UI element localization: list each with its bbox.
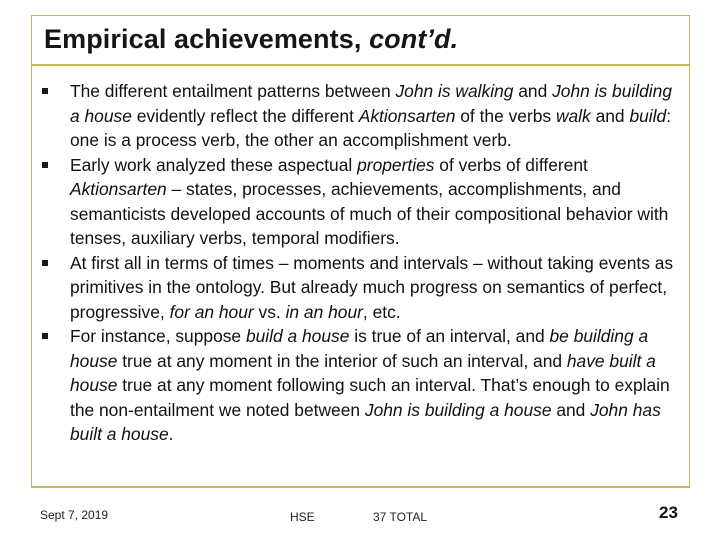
bullet-item (40, 324, 685, 447)
italic-term: be building a house (70, 326, 649, 371)
text-run: Early work analyzed these aspectual (70, 154, 358, 175)
italic-term: walk (555, 105, 591, 126)
bullet-item (40, 79, 685, 153)
italic-term: for an hour (169, 301, 254, 322)
square-bullet-icon (42, 260, 48, 266)
italic-term: John is building a house (364, 399, 552, 420)
italic-term: build a house (245, 326, 350, 346)
italic-term: in an hour (285, 301, 363, 322)
text-run: is true of an interval, and (349, 326, 550, 346)
italic-term: properties (357, 154, 435, 175)
text-run: and (551, 399, 591, 420)
bullet-item (40, 251, 685, 325)
square-bullet-icon (42, 88, 48, 94)
text-run: The different entailment patterns between (70, 81, 396, 101)
italic-term: John has built a house (70, 399, 661, 444)
text-run: At first all in terms of times – moments and intervals – without taking events as primitives in the ontology. But already much progress on semantics of perfect, progressive, (70, 252, 674, 322)
page-number: 23 (659, 503, 678, 522)
italic-term: build (629, 105, 667, 126)
title-divider (31, 64, 690, 66)
bullet-text (70, 155, 668, 249)
square-bullet-icon (42, 333, 48, 339)
bullet-text (70, 81, 672, 150)
text-run: . (168, 424, 174, 444)
text-run: true at any moment following such an interval. That’s enough to explain the non-entailment we noted between (70, 375, 670, 420)
slide-title-main: Empirical achievements, (44, 24, 370, 54)
italic-term: John is building a house (70, 81, 672, 126)
footer-divider (31, 486, 690, 488)
italic-term: Aktionsarten (70, 179, 167, 199)
italic-term: John is walking (395, 81, 514, 101)
footer-total-label: 37 TOTAL (373, 510, 428, 524)
text-run: For instance, suppose (70, 326, 246, 346)
bullet-item (40, 153, 685, 251)
text-run: , etc. (362, 301, 401, 322)
text-run: of the verbs (455, 105, 556, 126)
text-run: of verbs of different (434, 154, 588, 175)
text-run: and (513, 81, 553, 101)
footer-center-label: HSE (290, 510, 315, 524)
footer-date: Sept 7, 2019 (40, 508, 109, 522)
text-run: evidently reflect the different (131, 105, 359, 126)
bullet-text (70, 253, 673, 322)
square-bullet-icon (42, 162, 48, 168)
slide-title (44, 24, 458, 55)
text-run: and (590, 105, 630, 126)
text-run: – states, processes, achievements, accomplishments, and semanticists developed accounts of much of their compositional behavior with tenses, auxiliary verbs, temporal modifiers. (70, 179, 669, 248)
text-run: : one is a process verb, the other an accomplishment verb. (70, 105, 672, 150)
italic-term: Aktionsarten (358, 105, 456, 126)
italic-term: have built a house (70, 350, 656, 395)
text-run: vs. (253, 301, 286, 322)
bullet-list (40, 79, 685, 447)
slide-title-italic: cont’d. (369, 24, 459, 54)
text-run: true at any moment in the interior of such an interval, and (117, 350, 567, 371)
bullet-text (70, 326, 670, 444)
